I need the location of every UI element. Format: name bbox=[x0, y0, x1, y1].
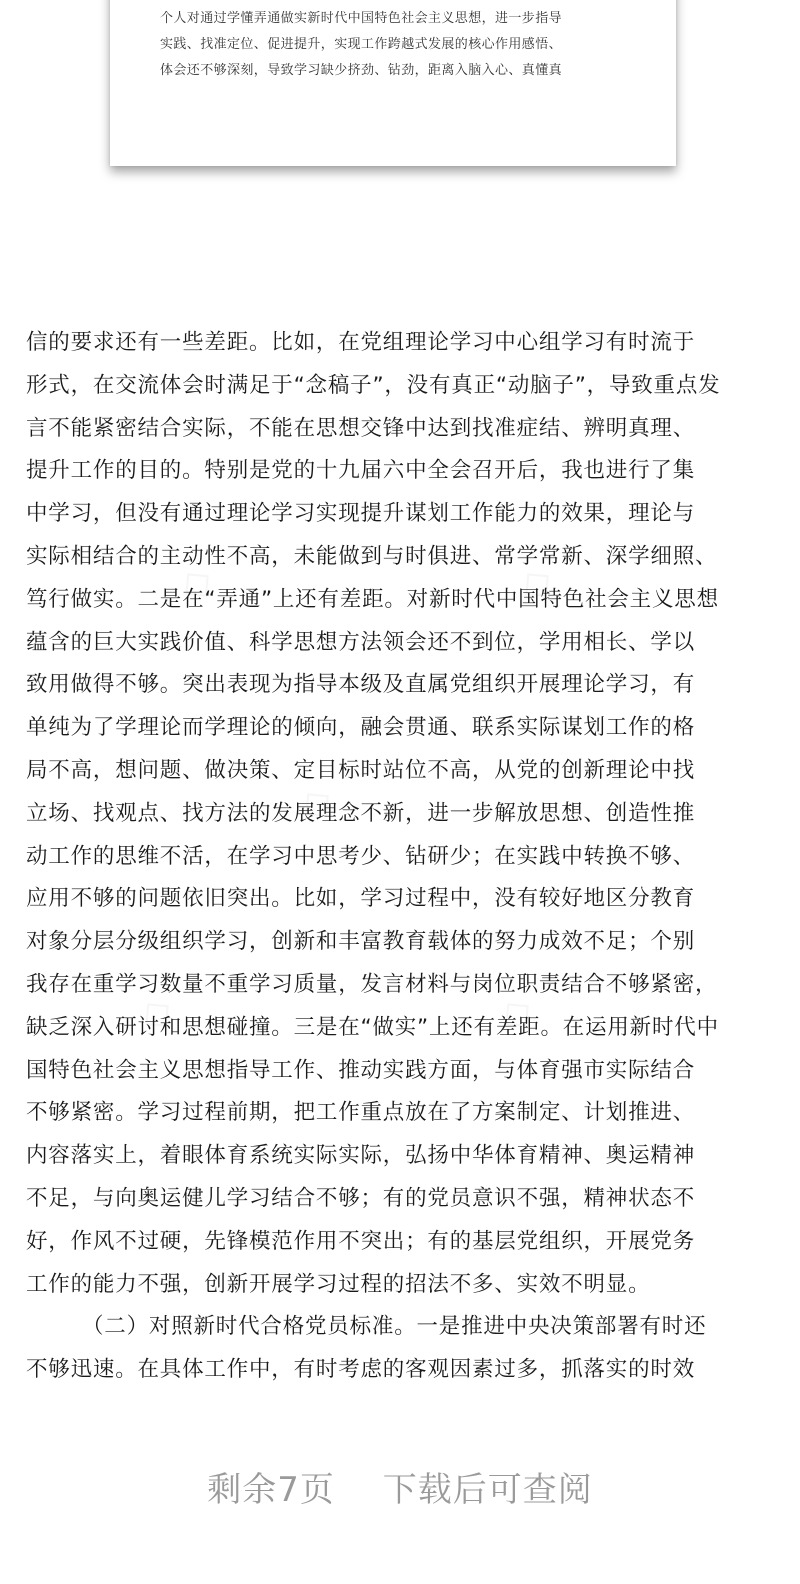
preview-line: 实践、找准定位、促进提升，实现工作跨越式发展的核心作用感悟、 bbox=[160, 37, 563, 52]
body-line: 缺乏深入研讨和思想碰撞。三是在“做实”上还有差距。在运用新时代中 bbox=[26, 1014, 719, 1040]
body-line: 致用做得不够。突出表现为指导本级及直属党组织开展理论学习，有 bbox=[26, 672, 696, 698]
download-to-view-label[interactable]: 下载后可查阅 bbox=[382, 1470, 593, 1510]
section-heading-line: （二）对照新时代合格党员标准。一是推进中央决策部署有时还 bbox=[82, 1314, 707, 1340]
download-prompt-banner[interactable] bbox=[0, 1466, 800, 1514]
body-line: 国特色社会主义思想指导工作、推动实践方面，与体育强市实际结合 bbox=[26, 1057, 696, 1083]
body-line: 单纯为了学理论而学理论的倾向，融会贯通、联系实际谋划工作的格 bbox=[26, 715, 696, 741]
body-line: 应用不够的问题依旧突出。比如，学习过程中，没有较好地区分教育 bbox=[26, 886, 696, 912]
body-line: 实际相结合的主动性不高，未能做到与时俱进、常学常新、深学细照、 bbox=[26, 543, 718, 569]
body-line: 不够迅速。在具体工作中，有时考虑的客观因素过多，抓落实的时效 bbox=[26, 1357, 696, 1383]
body-line: 不够紧密。学习过程前期，把工作重点放在了方案制定、计划推进、 bbox=[26, 1100, 696, 1126]
body-line: 内容落实上，着眼体育系统实际实际，弘扬中华体育精神、奥运精神 bbox=[26, 1143, 696, 1169]
body-line: 言不能紧密结合实际，不能在思想交锋中达到找准症结、辨明真理、 bbox=[26, 415, 696, 441]
body-line: 对象分层分级组织学习，创新和丰富教育载体的努力成效不足；个别 bbox=[26, 929, 696, 955]
body-line: 不足，与向奥运健儿学习结合不够；有的党员意识不强，精神状态不 bbox=[26, 1185, 696, 1211]
body-line: 局不高，想问题、做决策、定目标时站位不高，从党的创新理论中找 bbox=[26, 757, 696, 783]
body-line: 信的要求还有一些差距。比如，在党组理论学习中心组学习有时流于 bbox=[26, 330, 696, 355]
body-line: 工作的能力不强，创新开展学习过程的招法不多、实效不明显。 bbox=[26, 1271, 651, 1297]
body-line: 我存在重学习数量不重学习质量，发言材料与岗位职责结合不够紧密， bbox=[26, 971, 718, 997]
body-line: 动工作的思维不活，在学习中思考少、钻研少；在实践中转换不够、 bbox=[26, 843, 696, 869]
preview-text bbox=[160, 6, 640, 84]
body-line: 笃行做实。二是在“弄通”上还有差距。对新时代中国特色社会主义思想 bbox=[26, 586, 719, 612]
body-line: 中学习，但没有通过理论学习实现提升谋划工作能力的效果，理论与 bbox=[26, 501, 696, 527]
body-line: 形式，在交流体会时满足于“念稿子”，没有真正“动脑子”，导致重点发 bbox=[26, 372, 721, 398]
previous-page-preview-card bbox=[110, 0, 676, 166]
remaining-pages-label: 剩余7页 bbox=[207, 1470, 335, 1510]
body-line: 提升工作的目的。特别是党的十九届六中全会召开后，我也进行了集 bbox=[26, 458, 696, 484]
body-line: 立场、找观点、找方法的发展理念不新，进一步解放思想、创造性推 bbox=[26, 800, 696, 826]
preview-line: 体会还不够深刻，导致学习缺少挤劲、钻劲，距离入脑入心、真懂真 bbox=[160, 63, 563, 78]
body-line: 蕴含的巨大实践价值、科学思想方法领会还不到位，学用相长、学以 bbox=[26, 629, 696, 655]
body-line: 好，作风不过硬，先锋模范作用不突出；有的基层党组织，开展党务 bbox=[26, 1228, 696, 1254]
preview-line: 个人对通过学懂弄通做实新时代中国特色社会主义思想，进一步指导 bbox=[160, 11, 563, 26]
document-body bbox=[26, 322, 774, 1392]
